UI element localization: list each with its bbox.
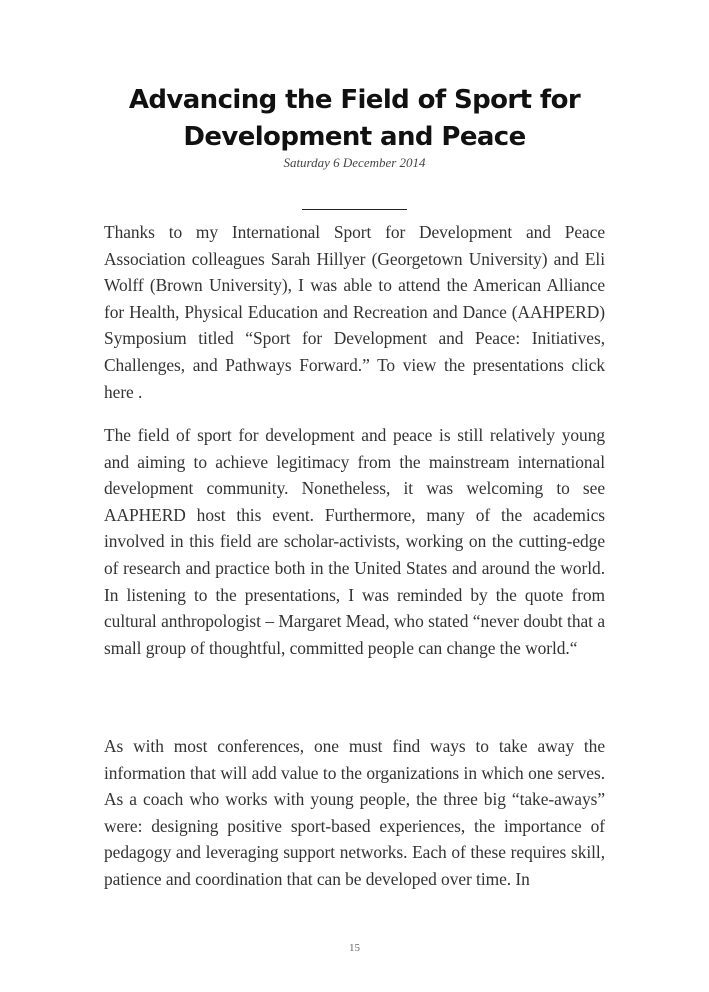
paragraph-field: The field of sport for development and peace is still relatively young and aiming to achieve legitimacy from the mainstream international development community. Nonetheless, it was welcoming to see AAPHERD host this event. Furthermore, many of the academics involved in this field are scholar-activists, working on the cutting-edge of research and practice both in the United States and around the world. In listening to the presentations, I was reminded by the quote from cultural anthropologist – Margaret Mead, who stated “never doubt that a small group of thoughtful, committed people can change the world.“ — [104, 425, 605, 658]
page-number: 15 — [349, 942, 360, 954]
paragraph-intro-text: Thanks to my International Sport for Development and Peace Association colleagues Sarah Hillyer (Georgetown University) and Eli Wolff (Brown University), I was able to attend the American Alliance for Health, Physical Education and Recreation and Dance (AAHPERD) Symposium titled “Sport for Development and Peace: Initiatives, Challenges, and Pathways Forward.” To view the presentations click — [104, 222, 605, 375]
article-title: Advancing the Field of Sport for Development and Peace — [128, 85, 581, 152]
paragraph-takeaways: As with most conferences, one must find ways to take away the information that will add value to the organizations in which one serves. As a coach who works with young people, the three big “take-aways” were: designing positive sport-based experiences, the importance of pedagogy and leveraging support networks. Each of these requires skill, patience and coordination that can be developed over time. In — [104, 736, 605, 889]
article-date: Saturday 6 December 2014 — [283, 155, 426, 170]
paragraph-intro — [104, 219, 605, 405]
title-separator — [302, 209, 407, 210]
presentations-link[interactable]: here — [104, 381, 134, 402]
paragraph-intro-end: . — [133, 381, 143, 402]
